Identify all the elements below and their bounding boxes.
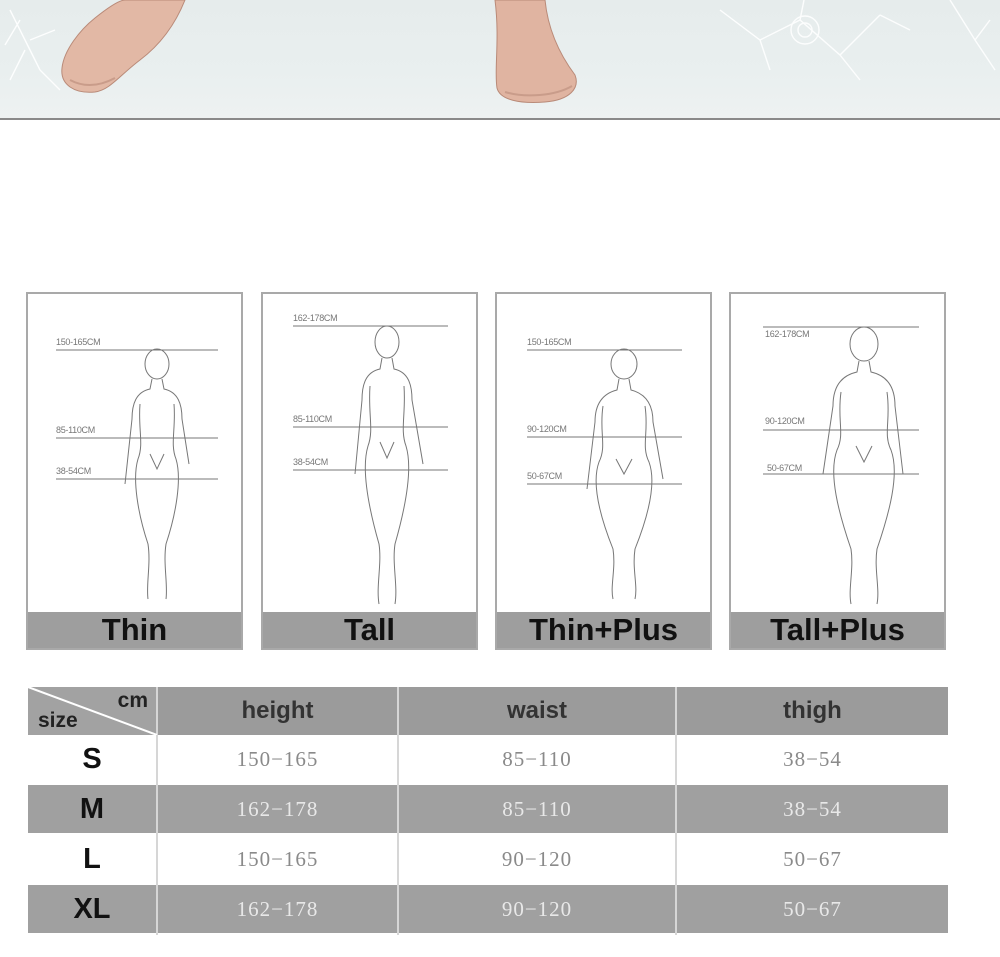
thigh-measure-label: 50-67CM [767, 463, 802, 473]
table-row [28, 884, 948, 934]
waist-measure-label: 85-110CM [293, 414, 332, 424]
silhouette-thin-plus-figure [497, 294, 714, 616]
height-measure-label: 162-178CM [293, 313, 338, 323]
waist-cell: 85−110 [398, 735, 676, 784]
table-row [28, 784, 948, 834]
column-header-waist: waist [398, 687, 676, 735]
size-cell: S [28, 735, 157, 784]
height-measure-label: 150-165CM [527, 337, 572, 347]
body-type-label: Tall+Plus [731, 612, 944, 648]
silhouette-tall-figure [263, 294, 480, 616]
waist-measure-label: 85-110CM [56, 425, 95, 435]
body-type-card-thin [26, 292, 243, 650]
product-photo-strip [0, 0, 1000, 120]
waist-cell: 90−120 [398, 834, 676, 884]
body-type-label: Thin+Plus [497, 612, 710, 648]
size-chart-table [28, 687, 948, 935]
table-row [28, 834, 948, 884]
body-type-card-tall [261, 292, 478, 650]
silhouette-tall-plus-figure [731, 294, 948, 616]
thigh-measure-label: 38-54CM [293, 457, 328, 467]
size-cell: L [28, 834, 157, 884]
table-header-row [28, 687, 948, 735]
height-measure-label: 150-165CM [56, 337, 101, 347]
waist-cell: 85−110 [398, 784, 676, 834]
size-cell: XL [28, 884, 157, 934]
thigh-cell: 38−54 [676, 735, 948, 784]
thigh-measure-label: 38-54CM [56, 466, 91, 476]
body-type-card-thin-plus [495, 292, 712, 650]
height-measure-label: 162-178CM [765, 329, 810, 339]
corner-size-label: size [38, 709, 78, 732]
height-cell: 162−178 [157, 884, 398, 934]
table-corner-cell [28, 687, 157, 735]
thigh-cell: 38−54 [676, 784, 948, 834]
body-type-label: Tall [263, 612, 476, 648]
silhouette-thin-figure [28, 294, 245, 616]
waist-measure-label: 90-120CM [765, 416, 805, 426]
waist-cell: 90−120 [398, 884, 676, 934]
thigh-cell: 50−67 [676, 834, 948, 884]
height-cell: 150−165 [157, 735, 398, 784]
size-cell: M [28, 784, 157, 834]
height-cell: 150−165 [157, 834, 398, 884]
feet-photo [0, 0, 1000, 120]
table-row [28, 735, 948, 784]
waist-measure-label: 90-120CM [527, 424, 567, 434]
height-cell: 162−178 [157, 784, 398, 834]
corner-unit-label: cm [117, 689, 148, 712]
body-type-card-tall-plus [729, 292, 946, 650]
body-type-label: Thin [28, 612, 241, 648]
column-header-height: height [157, 687, 398, 735]
thigh-cell: 50−67 [676, 884, 948, 934]
thigh-measure-label: 50-67CM [527, 471, 562, 481]
section-divider [0, 118, 1000, 120]
column-header-thigh: thigh [676, 687, 948, 735]
